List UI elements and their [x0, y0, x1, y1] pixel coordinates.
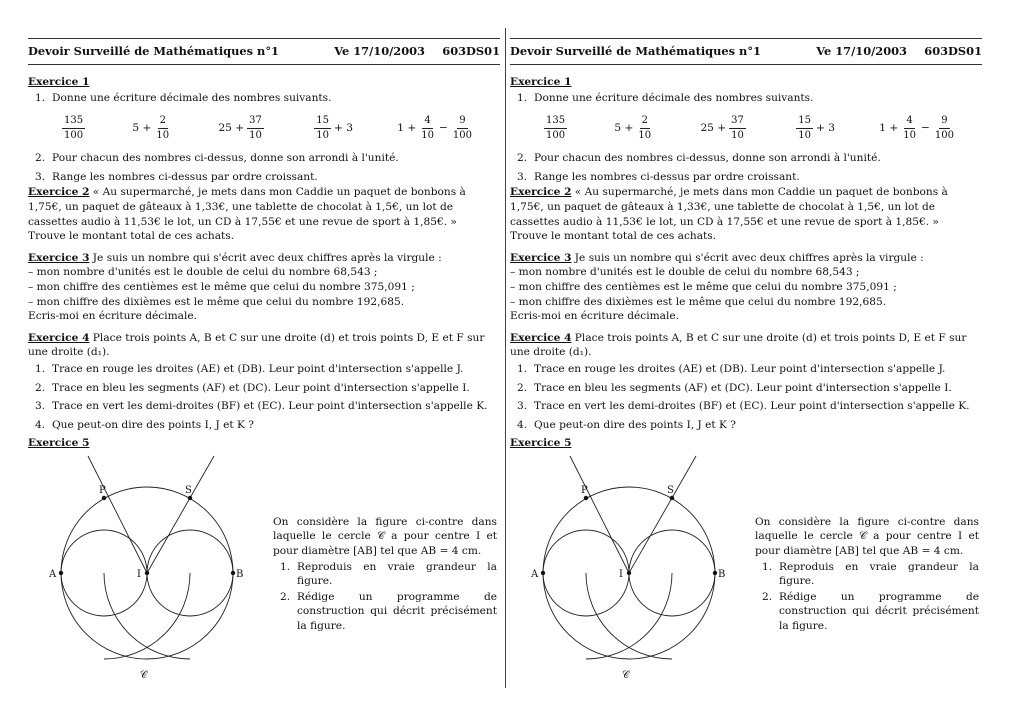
point-p: [584, 496, 588, 500]
expression-2: 5 + $\frac{2}{10}$: [132, 114, 170, 141]
exercise-5-item: 1. Reproduis en vraie grandeur la figure.: [280, 560, 497, 588]
exercise-3-title: Exercice 3: [510, 251, 572, 264]
exercise-4-title: Exercice 4: [28, 331, 90, 344]
exercise-3-question: Ecris-moi en écriture décimale.: [510, 310, 679, 323]
exam-title: Devoir Surveillé de Mathématiques n°1: [510, 44, 761, 59]
exercise-3-question: Ecris-moi en écriture décimale.: [28, 310, 197, 323]
exercise-3-clue: – mon nombre d'unités est le double de celui du nombre 68,543 ;: [510, 266, 860, 279]
exercise-5-body: [28, 451, 500, 681]
exercise-4-item: 1. Trace en rouge les droites (AE) et (DB). Leur point d'intersection s'appelle J.: [35, 362, 464, 375]
expression-3: 25 + $\frac{37}{10}$: [700, 114, 744, 141]
exercise-2-title: Exercice 2: [28, 186, 90, 199]
exercise-3-title: Exercice 3: [28, 251, 90, 264]
point-a: [59, 571, 63, 575]
point-s: [670, 496, 674, 500]
line-ip: [88, 456, 147, 573]
arc-right: [586, 573, 672, 659]
exercise-1: [510, 75, 982, 184]
exercise-2-text: « Au supermarché, je mets dans mon Caddie un paquet de bonbons à 1,75€, un paquet de gâteaux à 1,33€, une tablette de chocolat à 1,5€, un lot de cassettes audio à 11,53€ le lot, un CD à 17,55€ et une revue de sport à 1,85€. »: [510, 186, 948, 228]
exercise-1-question-2: 2. Pour chacun des nombres ci-dessus, donne son arrondi à l'unité.: [35, 152, 399, 165]
exercise-5-statement: On considère la figure ci-contre dans laquelle le cercle 𝒞 a pour centre I et pour diamètre [AB] tel que AB = 4 cm.: [755, 515, 979, 558]
expression-1: $\frac{135}{100}$: [546, 114, 566, 141]
exercise-1-question-1: 1. Donne une écriture décimale des nombres suivants.: [517, 91, 814, 104]
point-i: [627, 571, 631, 575]
exam-sheet-right: [510, 38, 982, 681]
exercise-4-item: 4. Que peut-on dire des points I, J et K ?: [517, 418, 736, 431]
exercise-2: [28, 185, 500, 243]
label-p: P: [99, 484, 106, 496]
exercise-4: [28, 331, 500, 433]
label-s: S: [667, 484, 674, 496]
exercise-5-text-block: [273, 515, 497, 635]
exercise-1-question-1: 1. Donne une écriture décimale des nombres suivants.: [35, 91, 332, 104]
exercise-1-question-3: 3. Range les nombres ci-dessus par ordre croissant.: [35, 170, 318, 183]
exercise-4-intro: Place trois points A, B et C sur une droite (d) et trois points D, E et F sur une droite (d₁).: [510, 331, 967, 359]
exercise-1-question-2: 2. Pour chacun des nombres ci-dessus, donne son arrondi à l'unité.: [517, 152, 881, 165]
exercise-5-item: 2. Rédige un programme de construction qui décrit précisément la figure.: [280, 590, 497, 633]
exercise-2: [510, 185, 982, 243]
exercise-5-item: 2. Rédige un programme de construction qui décrit précisément la figure.: [762, 590, 979, 633]
label-b: B: [718, 568, 726, 580]
expression-1: $\frac{135}{100}$: [64, 114, 84, 141]
exercise-1-question-3: 3. Range les nombres ci-dessus par ordre croissant.: [517, 170, 800, 183]
sheet-header: [510, 38, 982, 65]
exercise-3-clue: – mon chiffre des centièmes est le même que celui du nombre 375,091 ;: [510, 280, 897, 293]
exercise-1: [28, 75, 500, 184]
expression-4: $\frac{15}{10}$ + 3: [316, 114, 353, 141]
exercise-2-title: Exercice 2: [510, 186, 572, 199]
exercise-3-clue: – mon chiffre des dixièmes est le même que celui du nombre 192,685.: [28, 295, 405, 308]
exercise-5: [28, 436, 500, 681]
point-s: [188, 496, 192, 500]
exercise-4-item: 3. Trace en vert les demi-droites (BF) et (EC). Leur point d'intersection s'appelle K.: [35, 400, 488, 413]
fractions-row: [59, 111, 477, 145]
exercise-4-item: 1. Trace en rouge les droites (AE) et (DB). Leur point d'intersection s'appelle J.: [517, 362, 946, 375]
label-c: 𝒞: [622, 669, 630, 681]
exercise-4-item: 4. Que peut-on dire des points I, J et K ?: [35, 418, 254, 431]
exercise-3-intro: Je suis un nombre qui s'écrit avec deux chiffres après la virgule :: [571, 251, 924, 264]
exercise-4-item: 3. Trace en vert les demi-droites (BF) et (EC). Leur point d'intersection s'appelle K.: [517, 400, 970, 413]
point-b: [713, 571, 717, 575]
expression-3: 25 + $\frac{37}{10}$: [218, 114, 262, 141]
exercise-1-title: Exercice 1: [510, 76, 572, 88]
exam-title: Devoir Surveillé de Mathématiques n°1: [28, 44, 279, 59]
exercise-3: [510, 251, 982, 324]
exercise-5: [510, 436, 982, 681]
exercise-4-intro: Place trois points A, B et C sur une droite (d) et trois points D, E et F sur une droite (d₁).: [28, 331, 485, 359]
expression-2: 5 + $\frac{2}{10}$: [614, 114, 652, 141]
label-i: I: [137, 568, 141, 580]
expression-4: $\frac{15}{10}$ + 3: [798, 114, 835, 141]
exercise-3-clue: – mon nombre d'unités est le double de celui du nombre 68,543 ;: [28, 266, 378, 279]
exam-code: 603DS01: [442, 44, 500, 59]
line-is: [629, 456, 696, 573]
exercise-2-question: Trouve le montant total de ces achats.: [510, 230, 717, 243]
sheet-header: [28, 38, 500, 65]
point-p: [102, 496, 106, 500]
label-a: A: [49, 568, 57, 580]
exam-code: 603DS01: [924, 44, 982, 59]
exam-sheet-left: [28, 38, 500, 681]
exercise-2-text: « Au supermarché, je mets dans mon Caddie un paquet de bonbons à 1,75€, un paquet de gâteaux à 1,33€, une tablette de chocolat à 1,5€, un lot de cassettes audio à 11,53€ le lot, un CD à 17,55€ et une revue de sport à 1,85€. »: [28, 186, 466, 228]
label-p: P: [581, 484, 588, 496]
arc-right: [104, 573, 190, 659]
label-a: A: [531, 568, 539, 580]
arc-left: [586, 573, 672, 659]
circles-figure: [28, 451, 268, 683]
exercise-3-clue: – mon chiffre des centièmes est le même que celui du nombre 375,091 ;: [28, 280, 415, 293]
exercise-5-title: Exercice 5: [28, 437, 90, 450]
exam-date: Ve 17/10/2003: [334, 44, 425, 59]
exercise-5-body: [510, 451, 982, 681]
point-a: [541, 571, 545, 575]
exam-date: Ve 17/10/2003: [816, 44, 907, 59]
exercise-4-item: 2. Trace en bleu les segments (AF) et (DC). Leur point d'intersection s'appelle I.: [35, 381, 470, 394]
label-c: 𝒞: [140, 669, 148, 681]
exercise-3: [28, 251, 500, 324]
exercise-3-intro: Je suis un nombre qui s'écrit avec deux chiffres après la virgule :: [89, 251, 442, 264]
circles-figure: [510, 451, 750, 683]
point-i: [145, 571, 149, 575]
exercise-4-title: Exercice 4: [510, 331, 572, 344]
expression-5: 1 + $\frac{4}{10}$ − $\frac{9}{100}$: [879, 114, 954, 141]
exercise-5-text-block: [755, 515, 979, 635]
line-ip: [570, 456, 629, 573]
label-i: I: [619, 568, 623, 580]
point-b: [231, 571, 235, 575]
fractions-row: [541, 111, 959, 145]
label-s: S: [185, 484, 192, 496]
exercise-5-statement: On considère la figure ci-contre dans laquelle le cercle 𝒞 a pour centre I et pour diamètre [AB] tel que AB = 4 cm.: [273, 515, 497, 558]
expression-5: 1 + $\frac{4}{10}$ − $\frac{9}{100}$: [397, 114, 472, 141]
exercise-5-title: Exercice 5: [510, 437, 572, 450]
line-is: [147, 456, 214, 573]
exercise-4: [510, 331, 982, 433]
exercise-1-title: Exercice 1: [28, 76, 90, 88]
label-b: B: [236, 568, 244, 580]
exercise-4-item: 2. Trace en bleu les segments (AF) et (DC). Leur point d'intersection s'appelle I.: [517, 381, 952, 394]
exercise-5-item: 1. Reproduis en vraie grandeur la figure.: [762, 560, 979, 588]
exercise-2-question: Trouve le montant total de ces achats.: [28, 230, 235, 243]
page-divider: [505, 28, 506, 688]
exercise-3-clue: – mon chiffre des dixièmes est le même que celui du nombre 192,685.: [510, 295, 887, 308]
arc-left: [104, 573, 190, 659]
